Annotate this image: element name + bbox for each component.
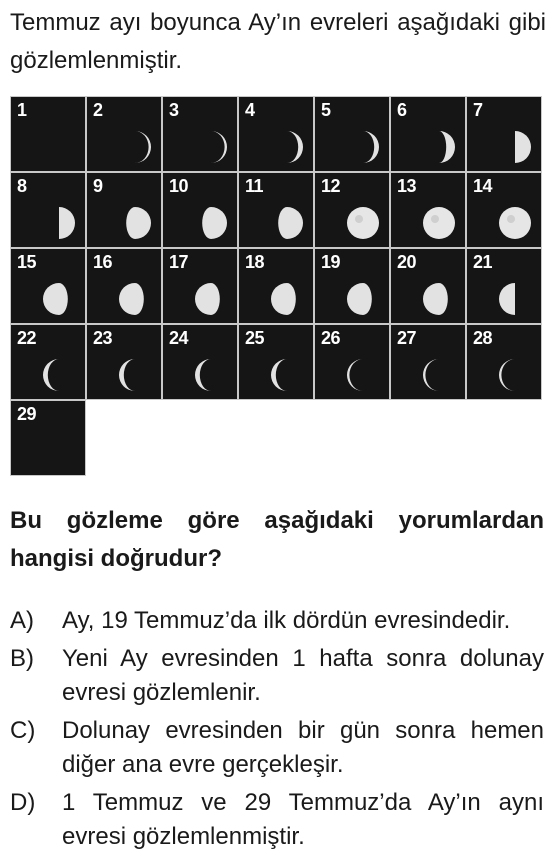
day-number: 27 — [397, 328, 417, 348]
moon-lit-part — [423, 207, 455, 239]
moon-lit-part — [347, 207, 379, 239]
day-number: 24 — [169, 328, 189, 348]
calendar-day-cell — [314, 324, 390, 400]
moon-phase-icon — [391, 249, 467, 325]
calendar-day-cell — [466, 324, 542, 400]
moon-phase-icon — [467, 173, 543, 249]
day-number: 26 — [321, 328, 341, 348]
moon-lit-part — [499, 207, 531, 239]
moon-lit-part — [126, 207, 151, 239]
day-number: 11 — [245, 176, 264, 196]
day-number: 29 — [17, 404, 37, 424]
option-a[interactable] — [10, 604, 544, 638]
moon-phase-icon — [467, 249, 543, 325]
day-number: 16 — [93, 252, 113, 272]
moon-lit-part — [119, 283, 144, 315]
calendar-day-cell — [162, 248, 238, 324]
day-number: 19 — [321, 252, 341, 272]
moon-phase-icon — [391, 173, 467, 249]
moon-crater — [355, 215, 363, 223]
moon-phase-icon — [163, 173, 239, 249]
option-letter: B) — [10, 645, 34, 672]
day-number: 15 — [17, 252, 37, 272]
moon-lit-part — [439, 131, 455, 163]
moon-lit-part — [363, 131, 379, 163]
day-number: 20 — [397, 252, 417, 272]
moon-lit-part — [211, 131, 227, 163]
moon-lit-part — [515, 131, 531, 163]
moon-crater — [431, 215, 439, 223]
calendar-day-cell — [162, 96, 238, 172]
moon-lit-part — [195, 283, 220, 315]
moon-phase-icon — [315, 97, 391, 173]
moon-lit-part — [119, 359, 135, 391]
day-number: 17 — [169, 252, 189, 272]
calendar-day-cell — [10, 248, 86, 324]
moon-phase-icon — [163, 97, 239, 173]
moon-lit-part — [499, 359, 515, 391]
moon-lit-part — [499, 283, 515, 315]
calendar-day-cell — [162, 172, 238, 248]
moon-phase-icon — [163, 325, 239, 401]
option-c[interactable] — [10, 714, 544, 782]
day-number: 8 — [17, 176, 27, 196]
moon-phase-icon — [239, 249, 315, 325]
day-number: 2 — [93, 100, 103, 120]
moon-lit-part — [271, 283, 296, 315]
moon-phase-icon — [391, 325, 467, 401]
day-number: 4 — [245, 100, 255, 120]
calendar-day-cell — [238, 96, 314, 172]
moon-phase-icon — [11, 173, 87, 249]
moon-lit-part — [59, 207, 75, 239]
calendar-day-cell — [314, 248, 390, 324]
moon-lit-part — [423, 283, 448, 315]
calendar-day-cell — [466, 248, 542, 324]
moon-lit-part — [195, 359, 211, 391]
day-number: 18 — [245, 252, 265, 272]
calendar-day-cell — [238, 172, 314, 248]
intro-text: Temmuz ayı boyunca Ay’ın evreleri aşağıdaki gibi gözlemlenmiştir. — [10, 9, 546, 74]
calendar-day-cell — [390, 324, 466, 400]
moon-phase-icon — [315, 173, 391, 249]
calendar-day-cell — [162, 324, 238, 400]
calendar-day-cell — [390, 172, 466, 248]
calendar-day-cell — [390, 248, 466, 324]
day-number: 13 — [397, 176, 417, 196]
moon-phase-icon — [391, 97, 467, 173]
moon-lit-part — [287, 131, 303, 163]
calendar-day-cell — [86, 96, 162, 172]
option-text: Dolunay evresinden bir gün sonra hemen diğer ana evre gerçekleşir. — [62, 717, 544, 778]
moon-lit-part — [271, 359, 287, 391]
option-text: Yeni Ay evresinden 1 hafta sonra dolunay evresi gözlemlenir. — [62, 645, 544, 706]
calendar-day-cell — [10, 324, 86, 400]
moon-lit-part — [347, 283, 372, 315]
moon-phase-icon — [87, 173, 163, 249]
day-number: 7 — [473, 100, 483, 120]
calendar-day-cell — [466, 172, 542, 248]
moon-phase-icon — [87, 97, 163, 173]
question-text: Bu gözleme göre aşağıdaki yorumlardan hangisi doğrudur? — [10, 507, 544, 572]
moon-phase-icon — [239, 173, 315, 249]
day-number: 10 — [169, 176, 189, 196]
moon-phase-icon — [315, 249, 391, 325]
calendar-day-cell — [86, 324, 162, 400]
moon-phase-icon — [87, 325, 163, 401]
day-number: 22 — [17, 328, 37, 348]
calendar-day-cell — [10, 400, 86, 476]
moon-phase-icon — [11, 249, 87, 325]
option-letter: C) — [10, 717, 36, 744]
calendar-day-cell — [86, 172, 162, 248]
day-number: 25 — [245, 328, 265, 348]
moon-phase-icon — [467, 325, 543, 401]
day-number: 9 — [93, 176, 103, 196]
answer-options — [10, 604, 544, 858]
day-number: 21 — [473, 252, 493, 272]
day-number: 23 — [93, 328, 113, 348]
day-number: 28 — [473, 328, 493, 348]
day-number: 12 — [321, 176, 341, 196]
moon-phase-calendar — [10, 96, 542, 476]
moon-lit-part — [347, 359, 363, 391]
calendar-day-cell — [10, 172, 86, 248]
moon-phase-icon — [11, 325, 87, 401]
calendar-day-cell — [314, 96, 390, 172]
moon-phase-icon — [87, 249, 163, 325]
option-letter: A) — [10, 607, 34, 634]
calendar-day-cell — [390, 96, 466, 172]
day-number: 5 — [321, 100, 331, 120]
moon-lit-part — [43, 359, 59, 391]
moon-phase-icon — [467, 97, 543, 173]
day-number: 14 — [473, 176, 493, 196]
calendar-day-cell — [314, 172, 390, 248]
day-number: 1 — [17, 100, 27, 120]
option-d[interactable] — [10, 786, 544, 854]
moon-lit-part — [202, 207, 227, 239]
day-number: 6 — [397, 100, 407, 120]
moon-crater — [507, 215, 515, 223]
calendar-day-cell — [238, 324, 314, 400]
calendar-day-cell — [238, 248, 314, 324]
option-text: Ay, 19 Temmuz’da ilk dördün evresindedir. — [62, 607, 511, 634]
moon-lit-part — [135, 131, 151, 163]
moon-phase-icon — [163, 249, 239, 325]
calendar-day-cell — [10, 96, 86, 172]
day-number: 3 — [169, 100, 179, 120]
moon-lit-part — [43, 283, 68, 315]
calendar-day-cell — [86, 248, 162, 324]
option-b[interactable] — [10, 642, 544, 710]
option-text: 1 Temmuz ve 29 Temmuz’da Ay’ın aynı evresi gözlemlenmiştir. — [62, 789, 544, 850]
moon-lit-part — [278, 207, 303, 239]
calendar-day-cell — [466, 96, 542, 172]
moon-phase-icon — [239, 325, 315, 401]
moon-phase-icon — [239, 97, 315, 173]
option-letter: D) — [10, 789, 36, 816]
moon-lit-part — [423, 359, 439, 391]
moon-phase-icon — [315, 325, 391, 401]
